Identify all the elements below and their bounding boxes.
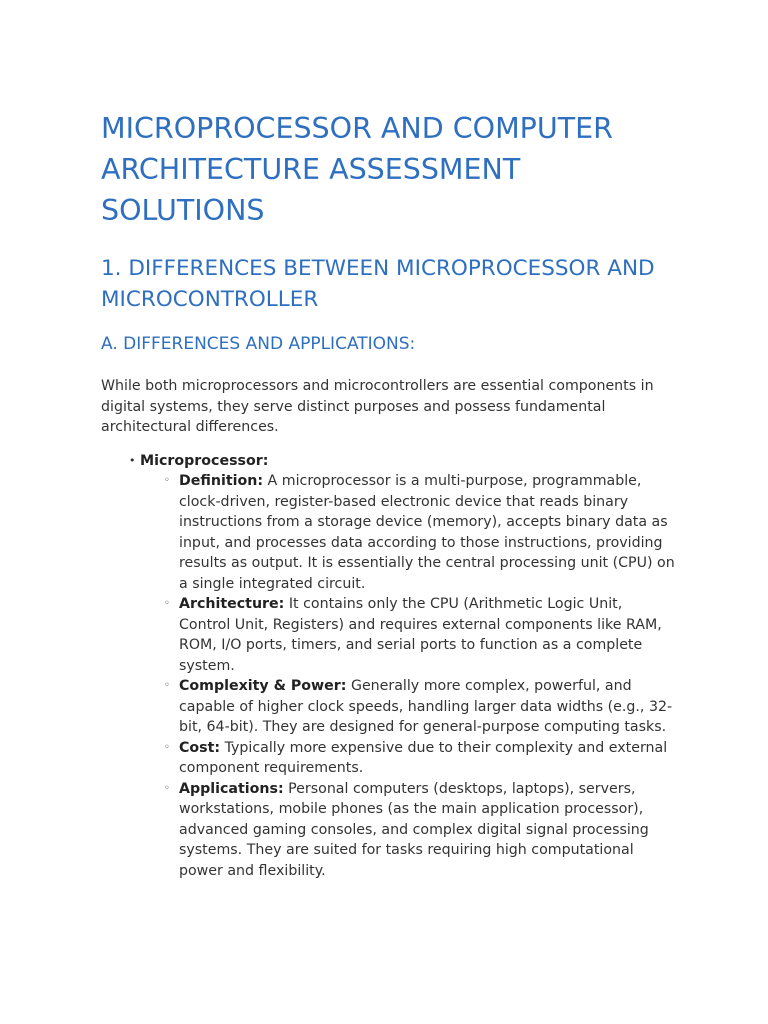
item-term: Architecture: xyxy=(179,596,285,612)
item-text: Personal computers (desktops, laptops), servers, workstations, mobile phones (as the main application processor), advanced gaming consoles, and complex digital signal processing systems. They are suited for tasks requiring high computational power and flexibility. xyxy=(179,780,649,879)
list-item-applications xyxy=(164,779,678,882)
page-title: MICROPROCESSOR AND COMPUTER ARCHITECTURE ASSESSMENT SOLUTIONS xyxy=(101,112,613,227)
list-item-label: Microprocessor: xyxy=(140,452,269,469)
bullet-icon: • xyxy=(129,453,136,467)
item-text: A microprocessor is a multi-purpose, programmable, clock-driven, register-based electronic device that reads binary instructions from a storage device (memory), accepts binary data as input, and processes data according to those instructions, providing results as output. It is essentially the central processing unit (CPU) on a single integrated circuit. xyxy=(179,473,675,592)
item-text: Typically more expensive due to their complexity and external component requirements. xyxy=(179,739,668,776)
sub-bullet-icon: ◦ xyxy=(164,475,170,486)
intro-paragraph: While both microprocessors and microcontrollers are essential components in digital systems, they serve distinct purposes and possess fundamental architectural differences. xyxy=(101,378,654,435)
list-item-definition xyxy=(164,471,678,594)
outer-bullet-list xyxy=(101,451,678,882)
item-term: Complexity & Power: xyxy=(179,678,347,694)
sub-bullet-icon: ◦ xyxy=(164,782,170,794)
item-term: Definition: xyxy=(179,473,264,489)
section-heading: 1. DIFFERENCES BETWEEN MICROPROCESSOR AND MICROCONTROLLER xyxy=(101,256,655,312)
list-item-architecture xyxy=(164,594,678,676)
sub-bullet-icon: ◦ xyxy=(164,598,170,609)
item-term: Cost: xyxy=(179,739,221,756)
inner-bullet-list xyxy=(140,471,678,881)
sub-bullet-icon: ◦ xyxy=(164,741,170,753)
sub-bullet-icon: ◦ xyxy=(164,680,170,691)
subsection-heading: A. DIFFERENCES AND APPLICATIONS: xyxy=(101,334,416,354)
list-item-microprocessor xyxy=(129,451,678,882)
item-term: Applications: xyxy=(179,780,284,797)
item-text: It contains only the CPU (Arithmetic Logic Unit, Control Unit, Registers) and requires external components like RAM, ROM, I/O ports, timers, and serial ports to function as a complete system. xyxy=(179,596,662,674)
list-item-cost xyxy=(164,738,678,779)
item-text: Generally more complex, powerful, and capable of higher clock speeds, handling larger data widths (e.g., 32-bit, 64-bit). They are designed for general-purpose computing tasks. xyxy=(179,678,673,735)
list-item-complexity-power xyxy=(164,676,678,738)
